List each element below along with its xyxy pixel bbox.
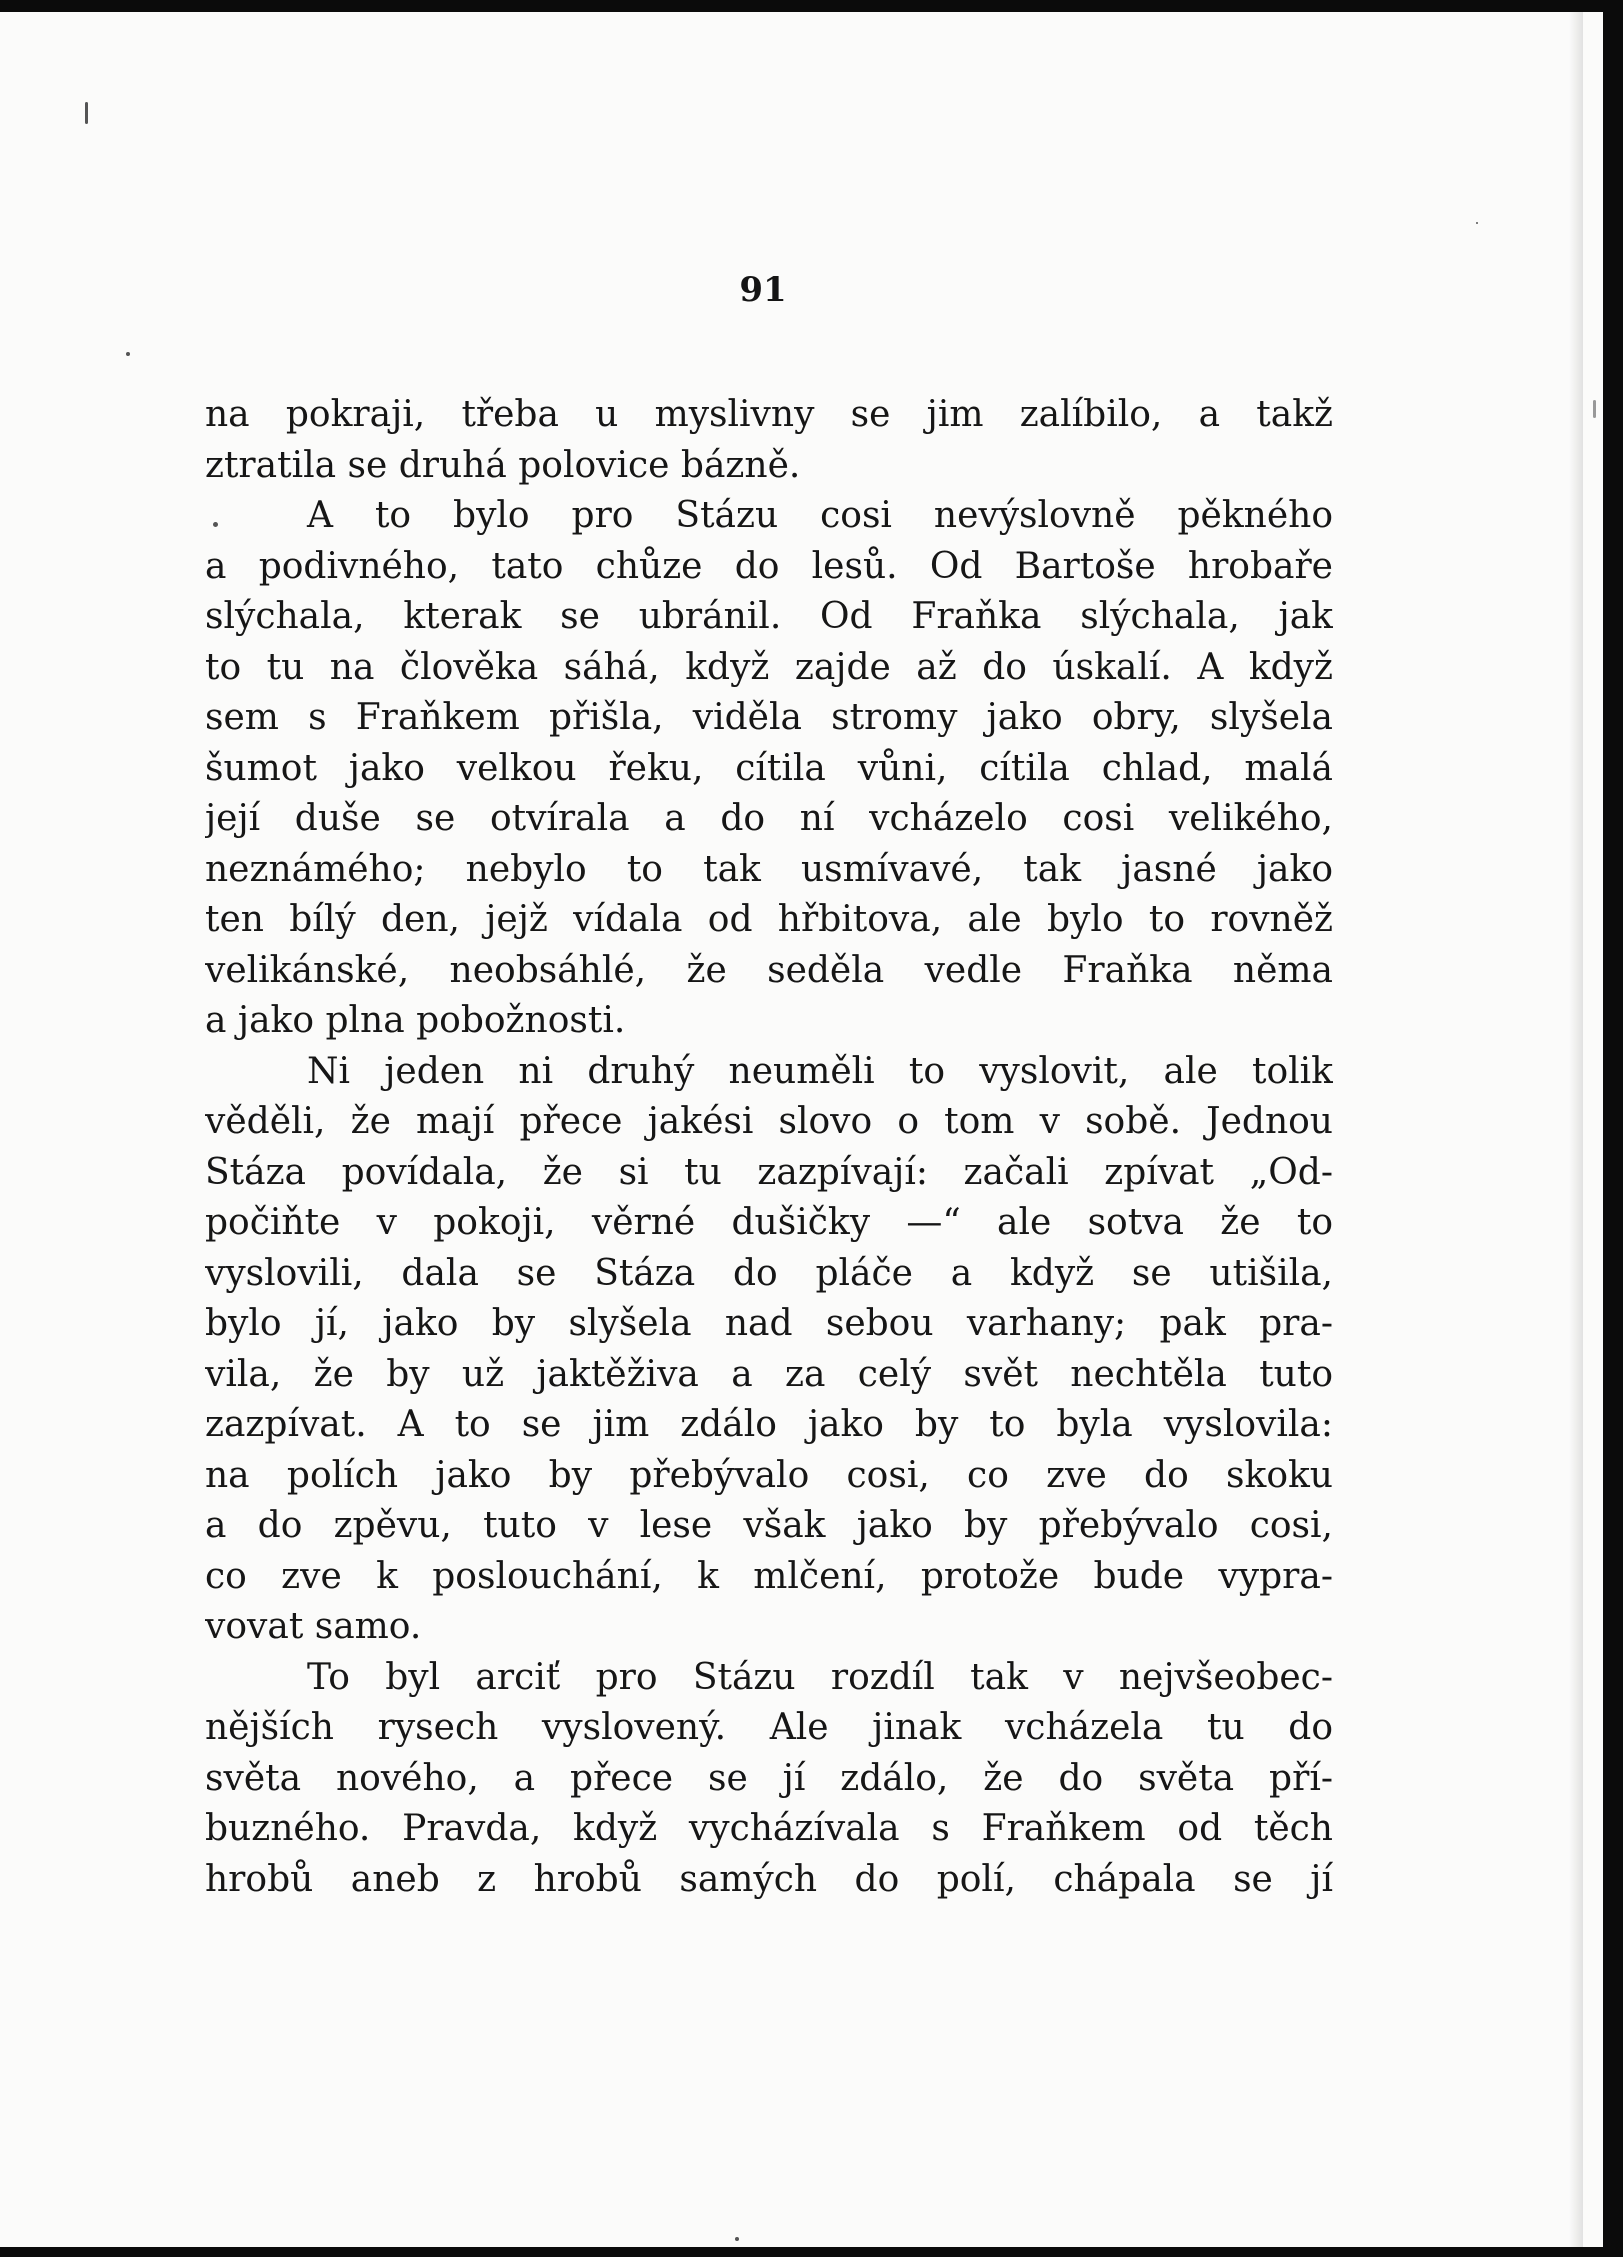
body-text bbox=[205, 390, 1333, 1905]
text-line: ten bílý den, jejž vídala od hřbitova, ale bylo to rovněž bbox=[205, 899, 1333, 940]
text-line: slýchala, kterak se ubránil. Od Fraňka slýchala, jak bbox=[205, 596, 1333, 637]
text-line: sem s Fraňkem přišla, viděla stromy jako obry, slyšela bbox=[205, 697, 1333, 738]
scan-speck bbox=[126, 352, 130, 356]
scan-speck bbox=[85, 102, 88, 124]
text-line: počiňte v pokoji, věrné dušičky —“ ale sotva že to bbox=[205, 1202, 1333, 1243]
text-line: zazpívat. A to se jim zdálo jako by to byla vyslovila: bbox=[205, 1404, 1333, 1445]
text-line: ztratila se druhá polovice bázně. bbox=[205, 444, 801, 486]
text-line: nějších rysech vyslovený. Ale jinak vcházela tu do bbox=[205, 1707, 1333, 1748]
text-line: A to bylo pro Stázu cosi nevýslovně pěkného bbox=[307, 495, 1333, 536]
text-line: na polích jako by přebývalo cosi, co zve do skoku bbox=[205, 1454, 1333, 1496]
scan-speck bbox=[1476, 222, 1478, 224]
text-line: na pokraji, třeba u myslivny se jim zalíbilo, a takž bbox=[205, 394, 1333, 435]
text-line: vila, že by už jaktěživa a za celý svět nechtěla tuto bbox=[205, 1353, 1333, 1395]
text-line: velikánské, neobsáhlé, že seděla vedle Fraňka němа bbox=[205, 949, 1333, 991]
text-line: Stáza povídala, že si tu zazpívají: začali zpívat „Od- bbox=[205, 1151, 1333, 1193]
text-line: vyslovili, dala se Stáza do pláče a když se utišila, bbox=[205, 1252, 1333, 1294]
scan-speck bbox=[1593, 400, 1596, 418]
text-line: hrobů aneb z hrobů samých do polí, chápala se jí bbox=[205, 1858, 1333, 1900]
text-line: neznámého; nebylo to tak usmívavé, tak jasné jako bbox=[205, 848, 1333, 890]
text-line: a do zpěvu, tuto v lese však jako by přebývalo cosi, bbox=[205, 1505, 1333, 1546]
page-edge-shadow bbox=[1569, 12, 1583, 2247]
text-line: to tu na člověka sáhá, když zajde až do úskalí. A když bbox=[205, 646, 1333, 688]
text-line: co zve k poslouchání, k mlčení, protože bude vypra- bbox=[205, 1555, 1333, 1597]
scan-speck bbox=[735, 2237, 739, 2241]
text-line: šumot jako velkou řeku, cítila vůni, cítila chlad, malá bbox=[205, 747, 1333, 789]
text-line: Ni jeden ni druhý neuměli to vyslovit, ale tolik bbox=[307, 1050, 1333, 1092]
text-line: buzného. Pravda, když vycházívala s Fraňkem od těch bbox=[205, 1808, 1333, 1849]
text-line: její duše se otvírala a do ní vcházelo cosi velikého, bbox=[205, 798, 1333, 839]
text-line: bylo jí, jako by slyšela nad sebou varhany; pak pra- bbox=[205, 1303, 1333, 1344]
text-line: světa nového, a přece se jí zdálo, že do světa pří- bbox=[205, 1757, 1333, 1799]
text-line: a podivného, tato chůze do lesů. Od Bartoše hrobaře bbox=[205, 545, 1333, 587]
text-line: věděli, že mají přece jakési slovo o tom v sobě. Jednou bbox=[205, 1101, 1333, 1142]
text-line: a jako plna pobožnosti. bbox=[205, 1000, 626, 1041]
page-number: 91 bbox=[739, 270, 787, 310]
text-line: vovat samo. bbox=[205, 1606, 422, 1647]
text-line: To byl arciť pro Stázu rozdíl tak v nejvšeobec- bbox=[307, 1656, 1333, 1698]
